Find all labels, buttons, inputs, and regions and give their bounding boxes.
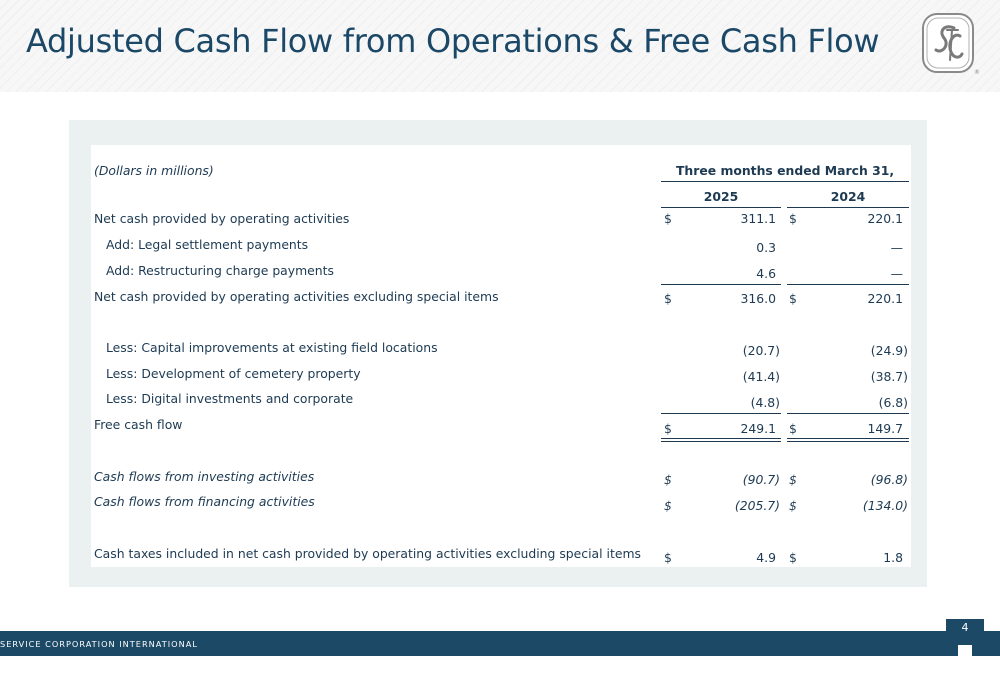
value-2025: 311.1 [740,211,776,226]
svg-text:®: ® [974,69,980,76]
currency-symbol: $ [664,498,672,513]
currency-symbol: $ [789,421,797,436]
row-label: Less: Development of cemetery property [106,366,361,381]
currency-symbol: $ [789,211,797,226]
value-2025: 316.0 [740,291,776,306]
currency-symbol: $ [664,291,672,306]
value-2024: (96.8) [870,472,908,487]
value-2025: 4.6 [756,266,776,281]
double-rule-top-2024 [787,438,909,439]
double-rule-top-2025 [661,438,781,439]
units-note: (Dollars in millions) [94,163,214,178]
page-title: Adjusted Cash Flow from Operations & Free Cash Flow [26,22,880,60]
row-label: Less: Capital improvements at existing field locations [106,340,438,355]
value-2024: 149.7 [867,421,903,436]
currency-symbol: $ [789,472,797,487]
column-rule-2024 [787,207,909,208]
value-2024: (134.0) [862,498,908,513]
value-2025: 0.3 [756,240,776,255]
row-label: Free cash flow [94,417,183,432]
row-label: Cash flows from investing activities [94,469,315,484]
column-header-2025: 2025 [703,189,739,204]
value-2024: (24.9) [870,343,908,358]
subtotal-rule-2024 [787,284,909,285]
currency-symbol: $ [789,291,797,306]
period-header: Three months ended March 31, [675,163,895,178]
row-label: Add: Restructuring charge payments [106,263,334,278]
value-2024: — [890,266,903,281]
row-label: Cash taxes included in net cash provided by operating activities excluding special items [94,546,641,561]
value-2024: (6.8) [878,395,908,410]
subtotal-rule-2025 [661,284,781,285]
value-2024: 220.1 [867,291,903,306]
currency-symbol: $ [664,472,672,487]
value-2025: (90.7) [742,472,780,487]
currency-symbol: $ [664,421,672,436]
total-rule-2025 [661,413,781,414]
value-2025: (205.7) [734,498,780,513]
currency-symbol: $ [789,550,797,565]
value-2025: (20.7) [742,343,780,358]
row-label: Cash flows from financing activities [94,494,315,509]
row-label: Less: Digital investments and corporate [106,391,354,406]
row-label: Net cash provided by operating activities [94,211,350,226]
currency-symbol: $ [664,550,672,565]
value-2025: 4.9 [756,550,776,565]
currency-symbol: $ [664,211,672,226]
double-rule-bottom-2024 [787,441,909,442]
sci-logo-icon [920,12,978,76]
column-header-2024: 2024 [830,189,866,204]
total-rule-2024 [787,413,909,414]
row-label: Net cash provided by operating activities excluding special items [94,289,499,304]
value-2025: 249.1 [740,421,776,436]
value-2024: — [890,240,903,255]
value-2024: (38.7) [870,369,908,384]
value-2025: (41.4) [742,369,780,384]
value-2024: 220.1 [867,211,903,226]
period-header-rule [661,181,909,182]
currency-symbol: $ [789,498,797,513]
value-2024: 1.8 [883,550,903,565]
footer-company-label: SERVICE CORPORATION INTERNATIONAL [0,639,198,649]
row-label: Add: Legal settlement payments [106,237,309,252]
column-rule-2025 [661,207,781,208]
page-number: 4 [961,621,969,634]
double-rule-bottom-2025 [661,441,781,442]
value-2025: (4.8) [750,395,780,410]
